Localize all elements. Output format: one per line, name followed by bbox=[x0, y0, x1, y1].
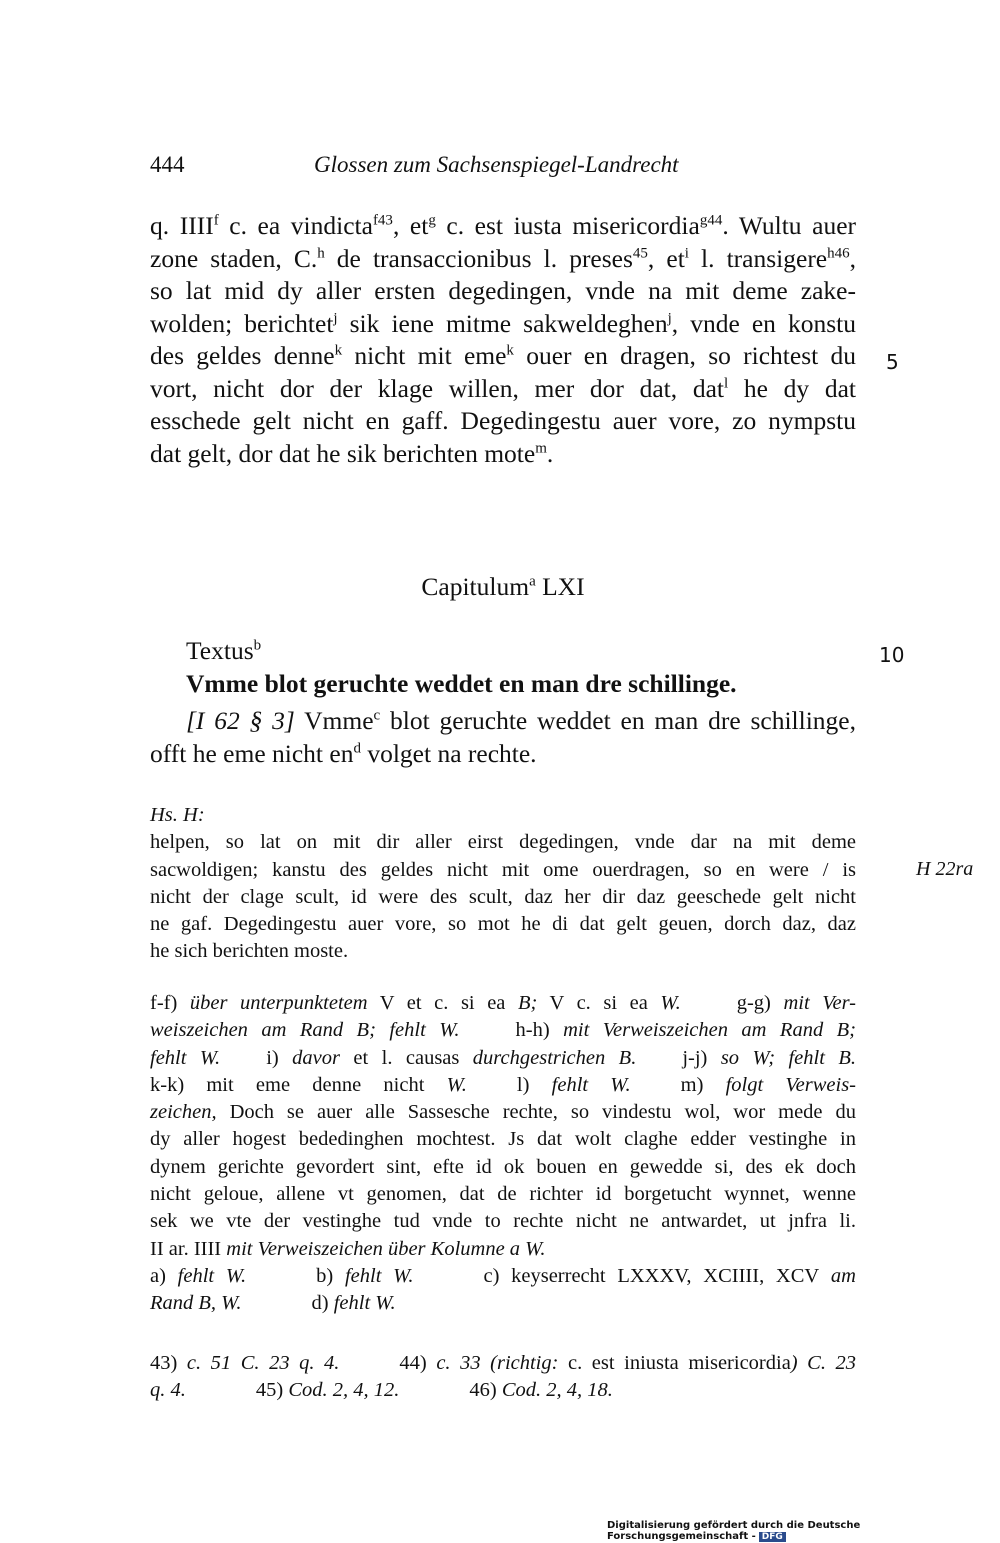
apparatus-line: zeichen, Doch se auer alle Sassesche rechte, so vindestu wol, wor mede du bbox=[150, 1101, 856, 1124]
dfg-logo: DFG bbox=[759, 1532, 786, 1542]
page-number: 444 bbox=[150, 152, 185, 177]
text-line: offt he eme nicht $en^d$ volget na rechte. bbox=[150, 739, 537, 768]
footnote-line: q. 4. 45) Cod. 2, 4, 12. 46) Cod. 2, 4, 18. bbox=[150, 1379, 613, 1402]
apparatus-line: k-k) mit eme denne nicht W. l) fehlt W. m) folgt Verweis- bbox=[150, 1073, 856, 1096]
chapter-heading: Capitulum$^a$ LXI bbox=[421, 572, 585, 601]
running-header bbox=[150, 152, 856, 188]
hs-line: nicht der clage scult, id were des scult, daz her dir daz geeschede gelt nicht bbox=[150, 885, 856, 908]
running-title: Glossen zum Sachsenspiegel-Landrecht bbox=[314, 152, 679, 177]
hs-variant bbox=[150, 802, 856, 966]
apparatus-line: dynem gerichte gevordert sint, efte id ok bouen en gewedde si, des ek doch bbox=[150, 1155, 856, 1178]
gloss-paragraph bbox=[150, 210, 856, 470]
footnote-line: 43) c. 51 C. 23 q. 4. 44) c. 33 (richtig: c. est iniusta misericordia) C. 23 bbox=[150, 1352, 857, 1374]
apparatus-line: dy aller hogest bededinghen mochtest. Js dat wolt claghe edder vestinghe in bbox=[150, 1128, 856, 1151]
apparatus bbox=[150, 990, 856, 1318]
gloss-line: wolden; berichtet$^j$ sik iene mitme sakweldeghen$^j$, vnde en konstu bbox=[150, 308, 856, 338]
hs-line: sacwoldigen; kanstu des geldes nicht mit ome ouerdragen, so en were / is bbox=[150, 858, 856, 881]
apparatus-line: fehlt W. i) davor et l. causas durchgestrichen B. j-j) so W; fehlt B. bbox=[150, 1046, 856, 1069]
article-heading: Vmme blot geruchte weddet en man dre schillinge. bbox=[186, 669, 737, 698]
hs-line: ne gaf. Degedingestu auer vore, so mot he di dat gelt geuen, dorch daz, daz bbox=[150, 913, 856, 936]
digitization-text: Digitalisierung gefördert durch die Deutsche Forschungsgemeinschaft - bbox=[607, 1520, 861, 1542]
apparatus-line: weiszeichen am Rand B; fehlt W. h-h) mit Verweiszeichen am Rand B; bbox=[150, 1019, 856, 1042]
line-number-5: 5 bbox=[886, 350, 899, 374]
apparatus-line: f-f) über unterpunktetem V et c. si ea B; V c. si ea W. g-g) mit Ver- bbox=[150, 992, 856, 1014]
gloss-line: des geldes denne$^k$ nicht mit eme$^k$ ouer en dragen, so richtest du bbox=[150, 341, 856, 370]
hs-label: Hs. H: bbox=[150, 804, 205, 826]
digitization-footer bbox=[607, 1520, 1000, 1542]
gloss-line: vort, nicht dor der klage willen, mer dor dat, dat$^l$ he dy dat bbox=[150, 373, 856, 403]
gloss-line: q. IIII$^f$ c. ea vindicta$^{f43}$, $et^g$ c. est iusta misericordia$^{g44}$. Wultu auer bbox=[150, 211, 857, 240]
textus-label: Textus$^b$ bbox=[186, 636, 262, 665]
text-body bbox=[150, 704, 856, 770]
apparatus-line: a) fehlt W. b) fehlt W. c) keyserrecht LXXXV, XCIIII, XCV am bbox=[150, 1264, 856, 1287]
text-line: [I 62 § 3] Vmme$^c$ blot geruchte weddet en man dre schillinge, bbox=[186, 706, 856, 735]
gloss-line: dat gelt, dor dat he sik berichten mote$^m$. bbox=[150, 438, 554, 468]
footnotes bbox=[150, 1350, 856, 1405]
margin-note: H 22ra bbox=[916, 858, 974, 880]
apparatus-line: II ar. IIII mit Verweiszeichen über Kolumne a W. bbox=[150, 1237, 546, 1260]
line-number-10: 10 bbox=[879, 643, 905, 667]
apparatus-line: Rand B, W. d) fehlt W. bbox=[150, 1292, 396, 1315]
gloss-line: so lat mid dy aller ersten degedingen, vnde na mit deme zake- bbox=[150, 276, 856, 305]
hs-line: helpen, so lat on mit dir aller eirst degedingen, vnde dar na mit deme bbox=[150, 831, 856, 854]
hs-line: he sich berichten moste. bbox=[150, 940, 349, 963]
gloss-line: zone staden, C.$^h$ de transaccionibus l. preses$^{45}$, $et^i$ l. transigere$^{h46}$, bbox=[150, 243, 857, 273]
gloss-line: esschede gelt nicht en gaff. Degedingestu auer vore, zo nympstu bbox=[150, 406, 856, 435]
apparatus-line: sek we vte der vestinghe tud vnde to rechte nicht ne antwardet, ut jnfra li. bbox=[150, 1210, 856, 1233]
apparatus-line: nicht geloue, allene vt genomen, dat de richter id borgetucht wynnet, wenne bbox=[150, 1183, 856, 1206]
